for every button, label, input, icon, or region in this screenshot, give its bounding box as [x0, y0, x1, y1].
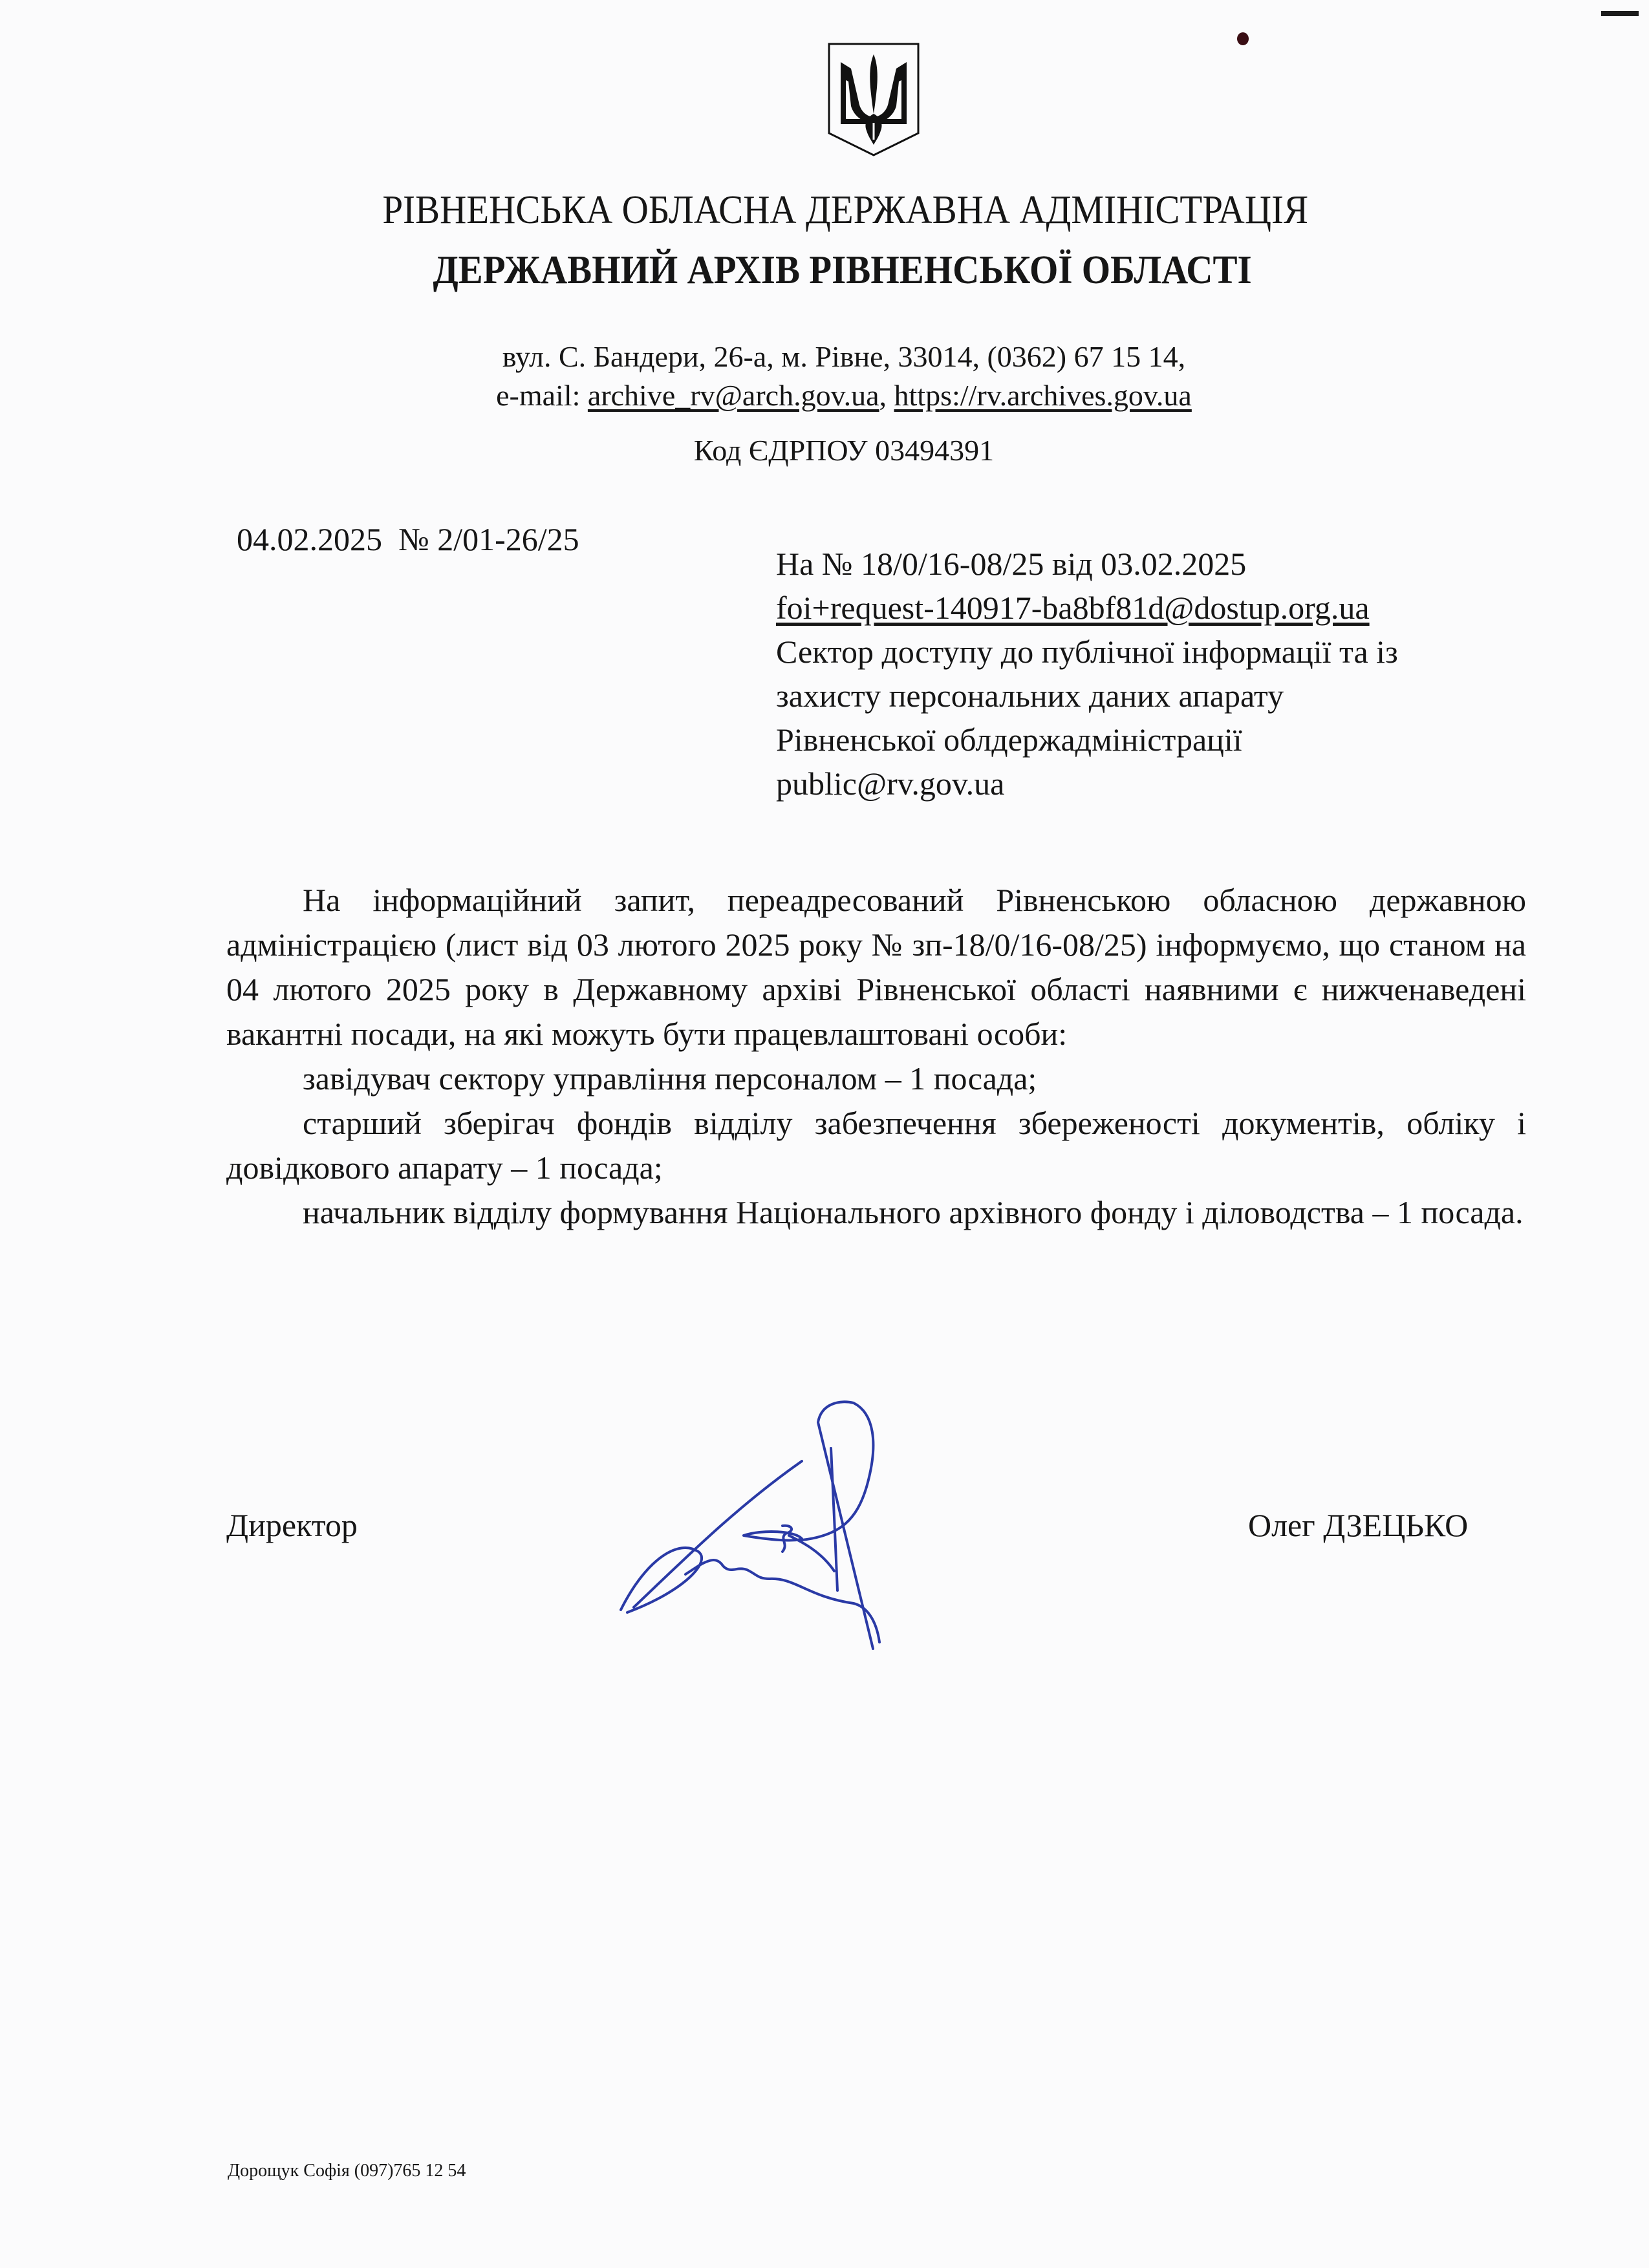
recipient-block: [776, 542, 1398, 806]
recipient-line: Рівненської облдержадміністрації: [776, 722, 1242, 758]
coat-of-arms-icon: [828, 43, 920, 156]
scan-edge-mark: [1601, 11, 1639, 16]
outgoing-number: № 2/01-26/25: [398, 521, 579, 557]
recipient-line: Сектор доступу до публічної інформації та із: [776, 634, 1398, 670]
ink-spot: [1237, 32, 1249, 45]
contact-block: [0, 337, 1649, 415]
contact-line: [39, 376, 1649, 415]
edrpou-code: Код ЄДРПОУ 03494391: [693, 434, 995, 467]
incoming-reference: На № 18/0/16-08/25 від 03.02.2025: [776, 546, 1247, 582]
executor-contact: Дорощук Софія (097)765 12 54: [228, 2161, 466, 2181]
recipient-email[interactable]: public@rv.gov.ua: [776, 765, 1005, 802]
signatory-title: Директор: [226, 1507, 358, 1543]
organization-name: ДЕРЖАВНИЙ АРХІВ РІВНЕНСЬКОЇ ОБЛАСТІ: [433, 248, 1252, 292]
email-label: e-mail:: [496, 379, 588, 412]
intro-paragraph: На інформаційний запит, переадресований Рівненською обласною державною адміністрацією (лист від 03 лютого 2025 року № зп-18/0/16-08/25) інформуємо, що станом на 04 лютого 2025 року в Державному архіві Рівненської області наявними є нижченаведені вакантні посади, на які можуть бути працевлаштовані особи:: [226, 882, 1526, 1052]
registration-line: [237, 520, 579, 558]
address-line: вул. С. Бандери, 26-а, м. Рівне, 33014, (0362) 67 15 14,: [502, 340, 1186, 373]
parent-organization: РІВНЕНСЬКА ОБЛАСНА ДЕРЖАВНА АДМІНІСТРАЦІЯ: [382, 188, 1309, 232]
letter-body: [226, 878, 1526, 1235]
vacancy-item: завідувач сектору управління персоналом – 1 посада;: [303, 1060, 1037, 1097]
separator: ,: [879, 379, 894, 412]
vacancy-item: начальник відділу формування Національного архівного фонду і діловодства – 1 посада.: [303, 1194, 1524, 1230]
recipient-line: захисту персональних даних апарату: [776, 678, 1284, 714]
signatory-name: Олег ДЗЕЦЬКО: [1248, 1507, 1469, 1543]
outgoing-date: 04.02.2025: [237, 521, 382, 557]
handwritten-signature: [608, 1396, 1190, 1655]
website-link[interactable]: https://rv.archives.gov.ua: [894, 379, 1192, 412]
org-email-link[interactable]: archive_rv@arch.gov.ua: [587, 379, 879, 412]
vacancy-item: старший зберігач фондів відділу забезпечення збереженості документів, обліку і довідкового апарату – 1 посада;: [226, 1105, 1526, 1186]
foi-request-email-link[interactable]: foi+request-140917-ba8bf81d@dostup.org.ua: [776, 590, 1370, 626]
